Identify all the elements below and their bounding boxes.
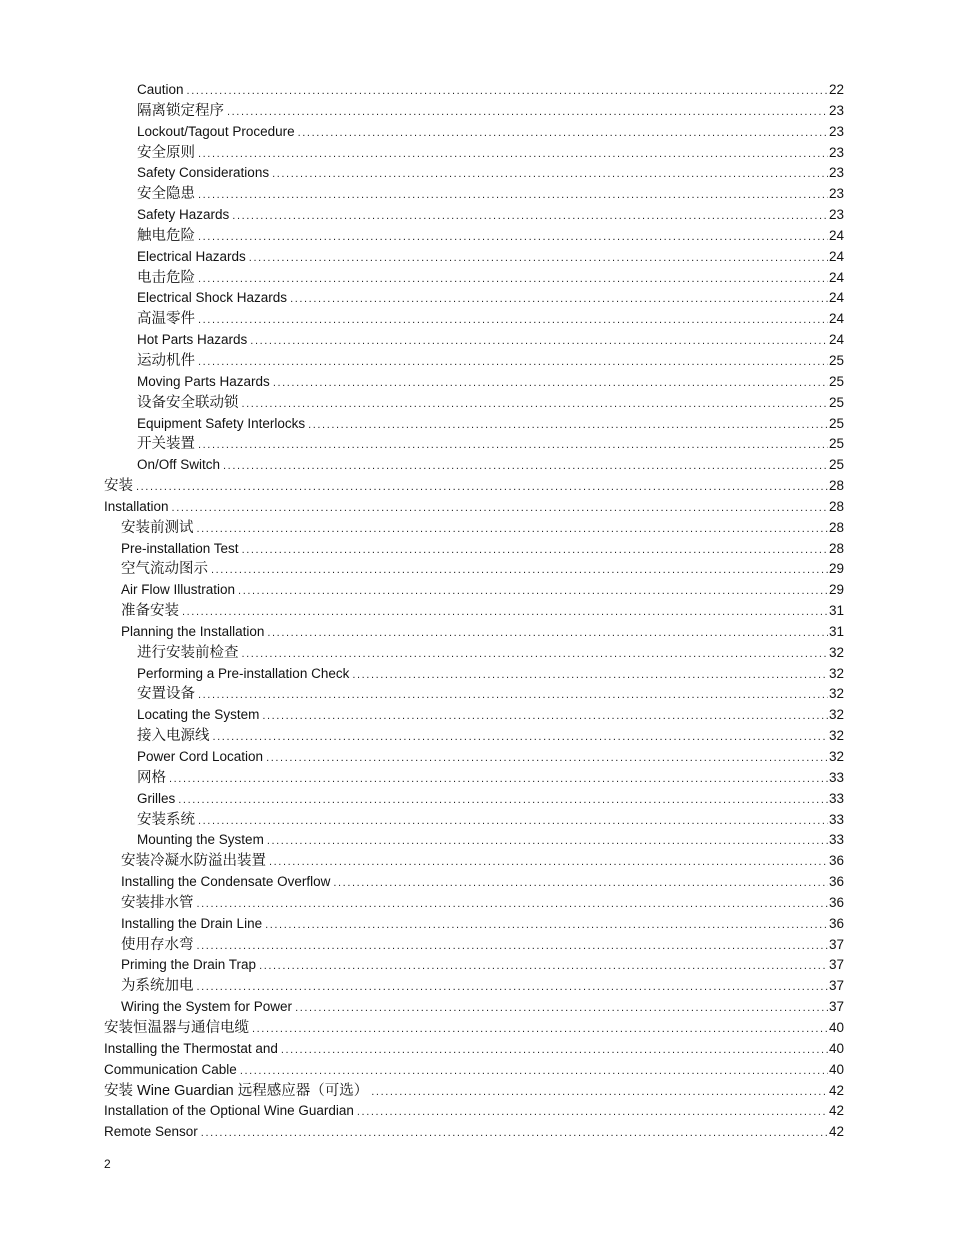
toc-entry[interactable] [121,580,844,601]
toc-entry-title: 安装 Wine Guardian 远程感应器（可选） [104,1082,369,1099]
toc-entry-page: 37 [828,978,844,994]
dot-leader [182,602,828,622]
toc-entry[interactable] [121,851,844,872]
dot-leader [201,1123,828,1143]
toc-entry-title: 安装冷凝水防溢出装置 [121,853,266,870]
dot-leader [211,560,828,580]
toc-entry-page: 25 [828,394,844,410]
toc-entry-page: 29 [828,561,844,577]
toc-entry-page: 37 [828,957,844,973]
toc-entry-title: 网格 [137,769,166,786]
dot-leader [213,727,828,747]
toc-entry[interactable] [137,143,844,164]
dot-leader [172,498,828,518]
toc-entry[interactable] [121,893,844,914]
toc-entry[interactable] [104,476,844,497]
toc-entry[interactable] [137,705,844,726]
toc-entry[interactable] [137,684,844,705]
toc-entry-title: 触电危险 [137,227,195,244]
dot-leader [266,748,828,768]
toc-entry-title: Installing the Thermostat and [104,1040,278,1056]
toc-entry-page: 32 [828,644,844,660]
dot-leader [290,289,828,309]
toc-entry-page: 25 [828,352,844,368]
toc-entry[interactable] [137,726,844,747]
toc-entry-title: 接入电源线 [137,728,210,745]
toc-entry-page: 36 [828,874,844,890]
dot-leader [298,123,828,143]
toc-entry-page: 28 [828,540,844,556]
table-of-contents [0,80,954,1143]
toc-entry-title: 空气流动图示 [121,561,208,578]
dot-leader [197,977,828,997]
dot-leader [250,331,828,351]
toc-entry[interactable] [137,101,844,122]
toc-entry-title: Air Flow Illustration [121,582,236,598]
toc-entry-page: 40 [828,1061,844,1077]
toc-entry[interactable] [137,205,844,226]
toc-entry-title: 设备安全联动锁 [137,394,239,411]
toc-entry[interactable] [137,789,844,810]
dot-leader [242,394,828,414]
toc-entry[interactable] [104,1081,844,1102]
toc-entry-title: Lockout/Tagout Procedure [137,123,295,139]
toc-entry-title: 准备安装 [121,603,179,620]
toc-entry-page: 23 [828,165,844,181]
toc-entry[interactable] [121,601,844,622]
toc-entry-page: 25 [828,436,844,452]
toc-entry-page: 23 [828,123,844,139]
toc-entry-title: Installation of the Optional Wine Guardian [104,1103,354,1119]
dot-leader [267,831,828,851]
dot-leader [198,144,828,164]
toc-entry[interactable] [137,309,844,330]
toc-entry-title: Planning the Installation [121,623,265,639]
toc-entry-title: Wiring the System for Power [121,999,293,1015]
dot-leader [259,956,828,976]
toc-entry[interactable] [137,768,844,789]
toc-entry-title: Electrical Shock Hazards [137,290,288,306]
toc-entry-title: Electrical Hazards [137,248,246,264]
toc-entry-title: 安装排水管 [121,894,194,911]
toc-entry-page: 24 [828,248,844,264]
toc-entry-title: Remote Sensor [104,1124,198,1140]
dot-leader [238,581,828,601]
toc-entry[interactable] [137,122,844,143]
toc-entry-title: 使用存水弯 [121,936,194,953]
toc-entry-title: Pre-installation Test [121,540,239,556]
toc-entry-page: 36 [828,853,844,869]
toc-entry-page: 42 [828,1103,844,1119]
toc-entry-page: 31 [828,603,844,619]
toc-entry[interactable] [137,372,844,393]
toc-entry[interactable] [121,559,844,580]
toc-entry[interactable] [104,497,844,518]
dot-leader [242,644,828,664]
toc-entry[interactable] [137,414,844,435]
toc-entry[interactable] [121,935,844,956]
toc-entry-title: 开关装置 [137,436,195,453]
toc-entry-title: 安装 [104,478,133,495]
toc-entry-title: Performing a Pre-installation Check [137,665,350,681]
dot-leader [197,519,828,539]
toc-entry-title: 高温零件 [137,311,195,328]
toc-entry-page: 36 [828,915,844,931]
toc-entry-page: 23 [828,144,844,160]
dot-leader [333,873,828,893]
dot-leader [308,415,828,435]
toc-entry-page: 32 [828,707,844,723]
toc-entry-title: Installing the Drain Line [121,915,263,931]
toc-entry[interactable] [137,747,844,768]
toc-entry-title: 电击危险 [137,269,195,286]
toc-entry-page: 37 [828,999,844,1015]
dot-leader [198,685,828,705]
toc-entry[interactable] [137,830,844,851]
toc-entry-title: 安装恒温器与通信电缆 [104,1019,249,1036]
dot-leader [269,852,828,872]
dot-leader [187,81,828,101]
toc-entry-title: Safety Hazards [137,207,230,223]
dot-leader [272,164,828,184]
dot-leader [252,1019,828,1039]
toc-entry[interactable] [104,1039,844,1060]
toc-entry-page: 28 [828,498,844,514]
dot-leader [178,790,828,810]
toc-entry-page: 24 [828,269,844,285]
toc-entry-title: Caution [137,82,184,97]
toc-entry-page: 33 [828,769,844,785]
toc-entry-page: 40 [828,1040,844,1056]
dot-leader [273,373,828,393]
dot-leader [197,894,828,914]
dot-leader [281,1040,828,1060]
toc-entry-page: 33 [828,811,844,827]
toc-entry-title: Installation [104,498,169,514]
toc-entry-title: 安装系统 [137,811,195,828]
toc-entry-page: 40 [828,1019,844,1035]
toc-entry-title: Locating the System [137,707,260,723]
toc-entry-page: 37 [828,936,844,952]
dot-leader [265,915,828,935]
toc-entry-page: 32 [828,749,844,764]
toc-entry[interactable] [137,288,844,309]
toc-entry-page: 23 [828,207,844,223]
dot-leader [371,1082,828,1102]
toc-entry[interactable] [137,247,844,268]
toc-entry-title: 隔离锁定程序 [137,102,224,119]
toc-entry-page: 25 [828,415,844,431]
dot-leader [198,185,828,205]
toc-entry[interactable] [121,914,844,935]
toc-entry[interactable] [121,622,844,643]
toc-entry-title: Installing the Condensate Overflow [121,874,331,890]
toc-entry-page: 36 [828,894,844,910]
toc-entry-page: 28 [828,519,844,535]
toc-entry[interactable] [137,810,844,831]
dot-leader [198,269,828,289]
dot-leader [227,102,828,122]
toc-entry[interactable] [121,955,844,976]
toc-entry[interactable] [104,1101,844,1122]
toc-entry-title: 安全原则 [137,144,195,161]
toc-entry[interactable] [137,330,844,351]
page-number: 2 [104,1157,111,1171]
toc-entry-page: 23 [828,102,844,118]
toc-entry-page: 24 [828,227,844,243]
toc-entry-title: Mounting the System [137,832,264,848]
dot-leader [198,227,828,247]
toc-entry[interactable] [137,643,844,664]
toc-entry[interactable] [121,518,844,539]
toc-entry[interactable] [121,997,844,1018]
dot-leader [352,665,828,685]
dot-leader [357,1102,828,1122]
toc-entry-page: 25 [828,373,844,389]
toc-entry-title: Hot Parts Hazards [137,332,248,348]
dot-leader [240,1061,828,1081]
dot-leader [223,456,828,476]
toc-entry-page: 42 [828,1124,844,1140]
toc-entry-page: 33 [828,832,844,848]
toc-entry-title: 安装前测试 [121,519,194,536]
toc-entry-page: 23 [828,186,844,202]
dot-leader [197,936,828,956]
toc-entry[interactable] [104,1060,844,1081]
toc-entry[interactable] [104,1122,844,1143]
toc-entry-title: 运动机件 [137,352,195,369]
dot-leader [136,477,828,497]
toc-entry[interactable] [121,976,844,997]
toc-entry-title: 安全隐患 [137,186,195,203]
toc-entry[interactable] [137,184,844,205]
dot-leader [198,310,828,330]
toc-entry[interactable] [137,393,844,414]
toc-entry-title: Moving Parts Hazards [137,373,270,389]
dot-leader [242,540,828,560]
toc-entry[interactable] [121,539,844,560]
toc-entry[interactable] [137,163,844,184]
toc-entry-page: 42 [828,1082,844,1098]
toc-entry[interactable] [137,80,844,101]
toc-entry-title: Priming the Drain Trap [121,957,257,973]
toc-entry[interactable] [121,872,844,893]
toc-entry[interactable] [137,664,844,685]
toc-entry-page: 24 [828,311,844,327]
toc-entry-page: 28 [828,478,844,494]
toc-entry-title: 安置设备 [137,686,195,703]
toc-entry[interactable] [137,268,844,289]
toc-entry-title: Power Cord Location [137,749,264,764]
toc-entry[interactable] [137,226,844,247]
toc-entry-title: Equipment Safety Interlocks [137,415,306,431]
toc-entry-page: 32 [828,728,844,744]
toc-entry-title: 为系统加电 [121,978,194,995]
toc-entry-page: 32 [828,665,844,681]
dot-leader [198,811,828,831]
dot-leader [267,623,828,643]
toc-entry-page: 33 [828,790,844,806]
dot-leader [262,706,828,726]
dot-leader [198,352,828,372]
toc-entry[interactable] [137,351,844,372]
dot-leader [232,206,828,226]
toc-entry[interactable] [137,455,844,476]
toc-entry-page: 24 [828,332,844,348]
toc-entry-title: Communication Cable [104,1061,237,1077]
toc-entry-title: 进行安装前检查 [137,644,239,661]
toc-entry-page: 32 [828,686,844,702]
toc-entry-page: 31 [828,623,844,639]
toc-entry-title: Safety Considerations [137,165,270,181]
dot-leader [169,769,828,789]
toc-entry[interactable] [137,434,844,455]
toc-entry-title: Grilles [137,790,176,806]
dot-leader [249,248,828,268]
toc-entry-page: 24 [828,290,844,306]
toc-entry-page: 22 [828,82,844,97]
toc-entry[interactable] [104,1018,844,1039]
dot-leader [198,435,828,455]
toc-entry-title: On/Off Switch [137,457,221,473]
dot-leader [295,998,828,1018]
toc-entry-page: 29 [828,582,844,598]
toc-entry-page: 25 [828,457,844,473]
